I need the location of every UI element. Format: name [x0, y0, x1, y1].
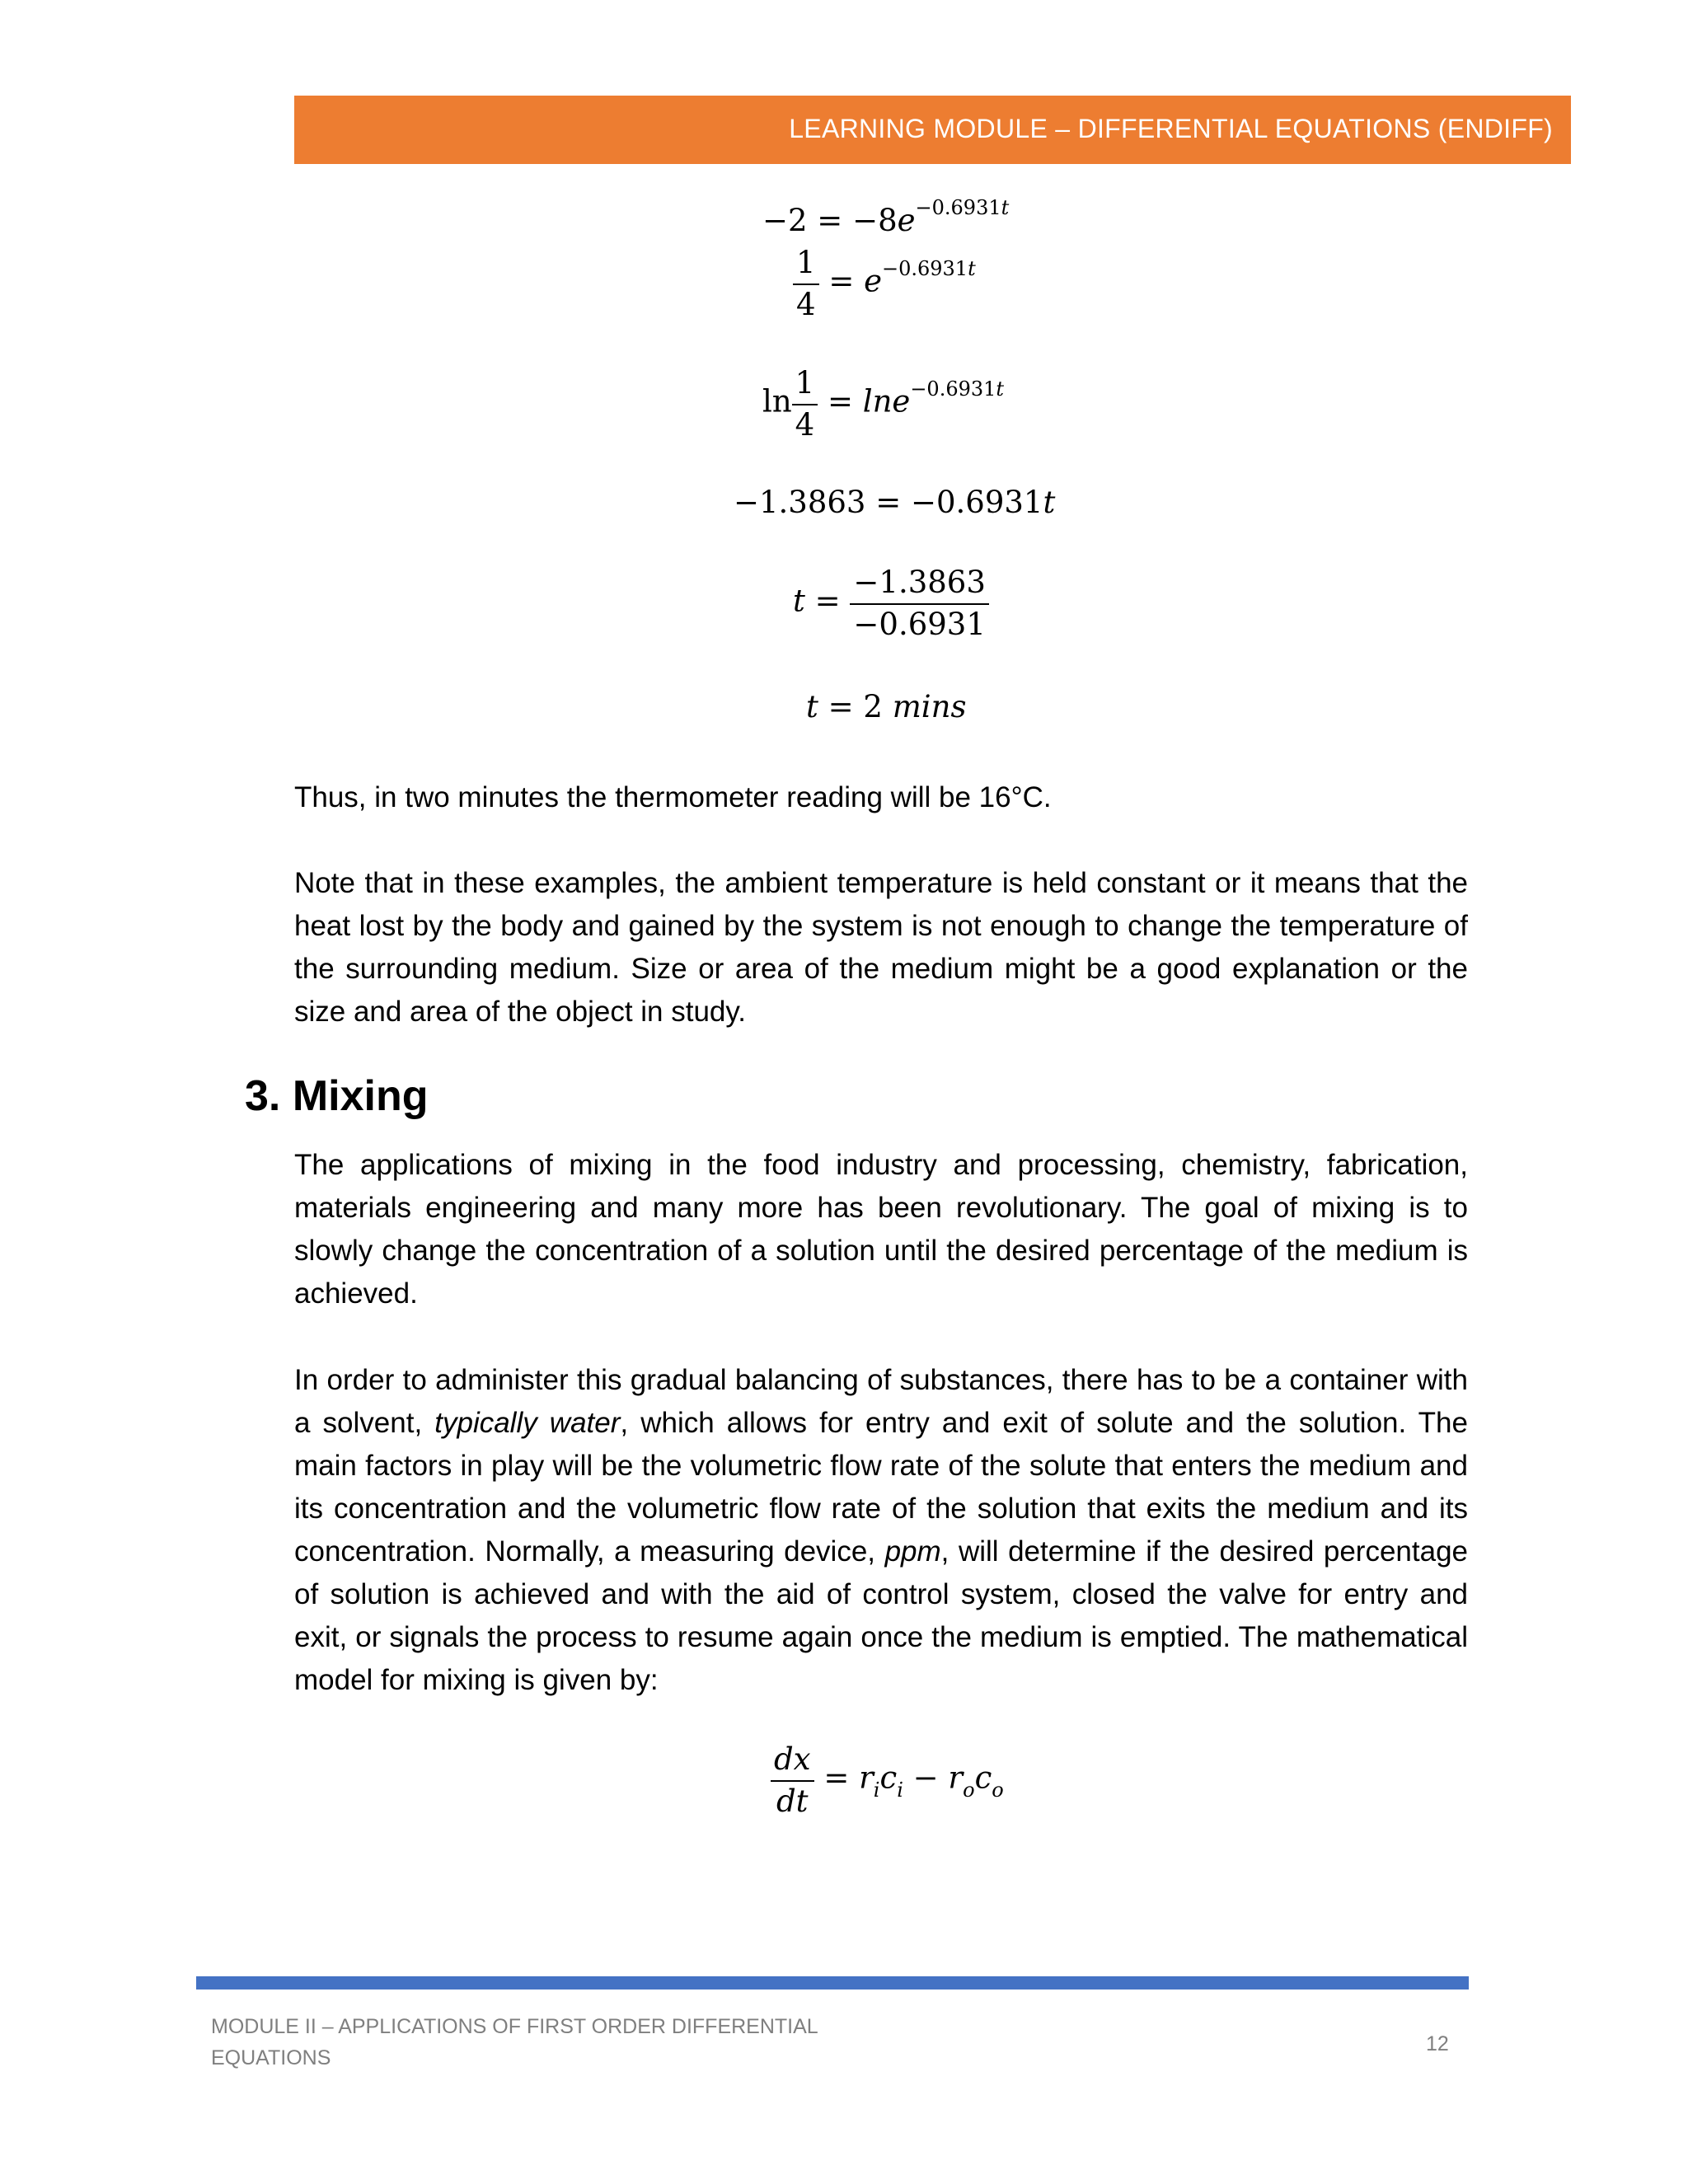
fraction: $\frac{1}{4}$: [792, 363, 818, 445]
header-bar: [294, 96, 1571, 164]
equation-6: t = 2 mins: [806, 689, 967, 724]
paragraph-mixing-process: In order to administer this gradual balancing of substances, there has to be a container with a solvent, typically water, which allows for entry and exit of solute and the solution. The main factors in play will be the volumetric flow rate of the solute that enters the medium and its concentration and the volumetric flow rate of the solution that exits the medium and its concentration. Normally, a measuring device, ppm, will determine if the desired percentage of solution is achieved and with the aid of control system, closed the valve for entry and exit, or signals the process to resume again once the medium is emptied. The mathematical model for mixing is given by:: [294, 1364, 1469, 1696]
equation-1: $-2 = -8e^{-0.6931t}$: [762, 196, 1010, 238]
fraction: $\frac{1}{4}$: [793, 242, 819, 325]
header-title: LEARNING MODULE – DIFFERENTIAL EQUATIONS (ENDIFF): [789, 114, 1553, 143]
fraction: $\frac{dx}{dt}$: [771, 1739, 814, 1821]
paragraph-mixing-intro: The applications of mixing in the food industry and processing, chemistry, fabrication, materials engineering and many more has been revolutionary. The goal of mixing is to slowly change the concentration of a solution until the desired percentage of the medium is achieved.: [294, 1149, 1468, 1310]
equation-mixing-model: $\frac{dx}{dt}$ = $r_ic_i - r_oc_o$: [771, 1739, 1004, 1821]
equation-2: $\frac{1}{4}$ = $e^{-0.6931t}$: [793, 242, 976, 325]
section-heading-mixing: 3. Mixing: [245, 1072, 429, 1120]
page-number: 12: [1426, 2032, 1449, 2055]
fraction: $\frac{-1.3863}{-0.6931}$: [850, 562, 988, 644]
equation-5: t = $\frac{-1.3863}{-0.6931}$: [793, 562, 989, 644]
footer-divider: [196, 1976, 1469, 1990]
footer-module-title: MODULE II – APPLICATIONS OF FIRST ORDER DIFFERENTIAL EQUATIONS: [211, 2015, 818, 2069]
paragraph-conclusion: Thus, in two minutes the thermometer reading will be 16°C.: [294, 781, 1052, 813]
equation-3: ln $\frac{1}{4}$ = lne$^{-0.6931t}$: [762, 363, 1004, 445]
paragraph-note: Note that in these examples, the ambient temperature is held constant or it means that the heat lost by the body and gained by the system is not enough to change the temperature of the surrounding medium. Size or area of the medium might be a good explanation or the size and area of the object in study.: [294, 867, 1468, 1028]
equation-4: −1.3863 = −0.6931t: [734, 485, 1056, 520]
